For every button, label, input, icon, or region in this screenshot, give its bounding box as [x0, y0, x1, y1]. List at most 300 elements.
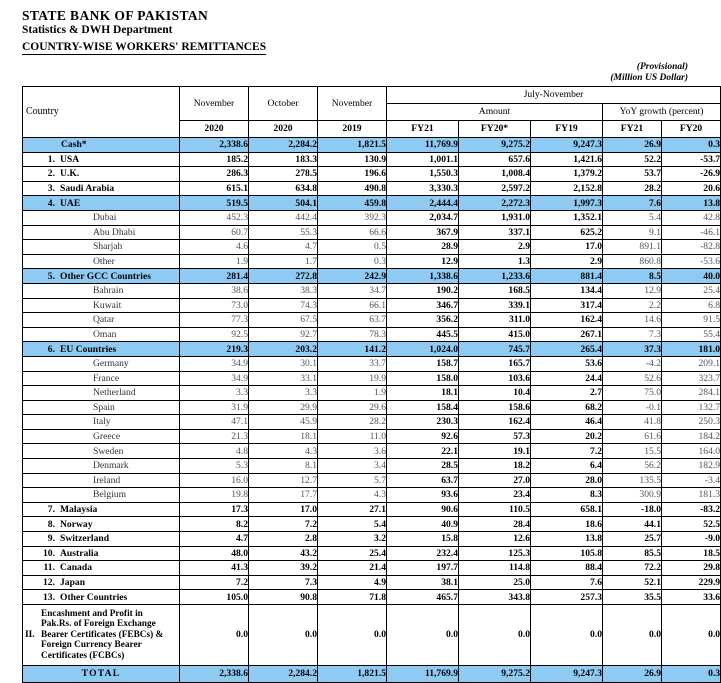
table-row	[23, 356, 721, 371]
cell-value: -83.2	[662, 502, 721, 517]
cell-value: 9,275.2	[459, 138, 531, 153]
cell-value: 16.0	[180, 473, 249, 488]
row-label	[23, 254, 180, 269]
cell-value: 415.0	[459, 327, 531, 342]
row-label-text: Bahrain	[93, 285, 124, 297]
cell-value: 265.4	[531, 342, 603, 357]
cell-value: 34.7	[318, 283, 387, 298]
cell-value: 105.8	[531, 546, 603, 561]
cell-value: 48.0	[180, 546, 249, 561]
cell-value: 2,152.8	[531, 181, 603, 196]
table-row	[23, 532, 721, 547]
row-label-text: Malaysia	[60, 504, 98, 516]
column-header-growth-2: FY20	[662, 121, 721, 138]
cell-value: 93.6	[387, 488, 459, 503]
row-label	[23, 167, 180, 182]
cell-value: 88.4	[531, 561, 603, 576]
table-row	[23, 590, 721, 605]
cell-value: 267.1	[531, 327, 603, 342]
cell-value: 90.8	[249, 590, 318, 605]
cell-value: 41.3	[180, 561, 249, 576]
row-label-text: U.K.	[60, 168, 80, 180]
cell-value: -4.2	[603, 356, 662, 371]
cell-value: 63.7	[387, 473, 459, 488]
cell-value: 286.3	[180, 167, 249, 182]
cell-value: 162.4	[531, 313, 603, 328]
cell-value: 230.3	[387, 415, 459, 430]
row-label	[23, 575, 180, 590]
row-label	[23, 342, 180, 357]
cell-value: 47.1	[180, 415, 249, 430]
row-index: 1.	[47, 153, 55, 165]
cell-value: 52.6	[603, 371, 662, 386]
cell-value: 9,247.3	[531, 138, 603, 153]
row-label-text: Italy	[93, 416, 111, 428]
table-row	[23, 138, 721, 153]
cell-value: 77.3	[180, 313, 249, 328]
cell-value: 339.1	[459, 298, 531, 313]
row-label	[23, 152, 180, 167]
cell-value: 615.1	[180, 181, 249, 196]
cell-value: 14.6	[603, 313, 662, 328]
cell-value: 60.7	[180, 225, 249, 240]
cell-value: 38.1	[387, 575, 459, 590]
cell-value: -53.6	[662, 254, 721, 269]
cell-value: 0.3	[662, 138, 721, 153]
column-header-fy-3: FY19	[531, 121, 603, 138]
cell-value: 12.6	[459, 532, 531, 547]
table-row	[23, 152, 721, 167]
cell-value: 30.1	[249, 356, 318, 371]
row-label-text: UAE	[60, 197, 81, 209]
cell-value: -46.1	[662, 225, 721, 240]
table-row	[23, 327, 721, 342]
cell-value: 2.2	[603, 298, 662, 313]
cell-value: 92.5	[180, 327, 249, 342]
cell-value: 141.2	[318, 342, 387, 357]
cell-value: 164.0	[662, 444, 721, 459]
cell-value: 28.9	[387, 240, 459, 255]
cell-value: 17.7	[249, 488, 318, 503]
cell-value: 1,352.1	[531, 210, 603, 225]
cell-value: 7.2	[180, 575, 249, 590]
row-label	[23, 313, 180, 328]
row-index: 8.	[47, 518, 55, 530]
cell-value: 56.2	[603, 459, 662, 474]
cell-value: 0.3	[662, 666, 721, 683]
row-label-text: Belgium	[93, 489, 127, 501]
cell-value: 0.0	[318, 605, 387, 666]
column-header-month-1: November	[180, 87, 249, 121]
cell-value: 61.6	[603, 429, 662, 444]
column-header-year-2: 2020	[249, 121, 318, 138]
cell-value: 92.7	[249, 327, 318, 342]
cell-value: 2.9	[459, 240, 531, 255]
cell-value: 7.2	[531, 444, 603, 459]
cell-value: -3.4	[662, 473, 721, 488]
row-label-text: France	[93, 372, 120, 384]
row-index: 13.	[43, 591, 55, 603]
cell-value: 6.8	[662, 298, 721, 313]
cell-value: 63.7	[318, 313, 387, 328]
cell-value: 1,550.3	[387, 167, 459, 182]
cell-value: 52.1	[603, 575, 662, 590]
row-label-text: Kuwait	[93, 299, 122, 311]
cell-value: 182.9	[662, 459, 721, 474]
row-label	[23, 429, 180, 444]
cell-value: 21.3	[180, 429, 249, 444]
row-label-text: Netherland	[93, 387, 136, 399]
row-label-text: Qatar	[93, 314, 115, 326]
cell-value: 15.5	[603, 444, 662, 459]
febc-label-text: Encashment and Profit in Pak.Rs. of Foreign Exchange Bearer Certificates (FEBCs) & Foreign Currency Bearer Certificates (FCBCs)	[41, 608, 164, 661]
row-label-text: Sharjah	[93, 241, 123, 253]
cell-value: 125.3	[459, 546, 531, 561]
row-label	[23, 488, 180, 503]
cell-value: 5.7	[318, 473, 387, 488]
cell-value: 28.2	[603, 181, 662, 196]
cell-value: 2,034.7	[387, 210, 459, 225]
unit-note: (Million US Dollar)	[610, 73, 688, 83]
row-label-text: Oman	[93, 328, 117, 340]
row-label-text: Saudi Arabia	[60, 182, 115, 194]
cell-value: 625.2	[531, 225, 603, 240]
row-label	[23, 298, 180, 313]
cell-value: 4.7	[180, 532, 249, 547]
cell-value: 7.6	[603, 196, 662, 211]
cell-value: 18.1	[387, 386, 459, 401]
column-header-period-group: July-November	[387, 87, 721, 104]
cell-value: 33.1	[249, 371, 318, 386]
cell-value: 12.9	[387, 254, 459, 269]
cell-value: 5.3	[180, 459, 249, 474]
provisional-note: (Provisional)	[636, 62, 688, 72]
cell-value: 203.2	[249, 342, 318, 357]
cell-value: 158.0	[387, 371, 459, 386]
cell-value: 8.2	[180, 517, 249, 532]
cell-value: -82.8	[662, 240, 721, 255]
cell-value: 53.6	[531, 356, 603, 371]
cell-value: 2,597.2	[459, 181, 531, 196]
department-name: Statistics & DWH Department	[22, 24, 173, 36]
cell-value: 25.4	[662, 283, 721, 298]
cell-value: 110.5	[459, 502, 531, 517]
cell-value: 28.5	[387, 459, 459, 474]
cell-value: 250.3	[662, 415, 721, 430]
cell-value: 15.8	[387, 532, 459, 547]
cell-value: 229.9	[662, 575, 721, 590]
row-index: 10.	[43, 547, 55, 559]
row-label-text: Spain	[93, 401, 115, 413]
row-label-text: Australia	[60, 547, 99, 559]
cell-value: 24.4	[531, 371, 603, 386]
table-row	[23, 342, 721, 357]
cell-value: 465.7	[387, 590, 459, 605]
cell-value: 1,421.6	[531, 152, 603, 167]
row-label	[23, 561, 180, 576]
cell-value: 40.9	[387, 517, 459, 532]
row-label	[23, 210, 180, 225]
row-label	[23, 502, 180, 517]
cell-value: 2.8	[249, 532, 318, 547]
cell-value: 13.8	[662, 196, 721, 211]
cell-value: 68.2	[531, 400, 603, 415]
cell-value: 55.3	[249, 225, 318, 240]
cell-value: -9.0	[662, 532, 721, 547]
cell-value: 135.5	[603, 473, 662, 488]
table-row	[23, 429, 721, 444]
cell-value: 657.6	[459, 152, 531, 167]
cell-value: 34.9	[180, 356, 249, 371]
table-row	[23, 371, 721, 386]
table-row	[23, 313, 721, 328]
table-row	[23, 444, 721, 459]
cell-value: 1,001.1	[387, 152, 459, 167]
table-row	[23, 561, 721, 576]
row-label-text: Sweden	[93, 445, 124, 457]
cell-value: 92.6	[387, 429, 459, 444]
cell-value: 9,275.2	[459, 666, 531, 683]
row-label	[23, 415, 180, 430]
cell-value: 184.2	[662, 429, 721, 444]
cell-value: 7.3	[603, 327, 662, 342]
cell-value: 0.0	[387, 605, 459, 666]
cell-value: 8.1	[249, 459, 318, 474]
cell-value: 11,769.9	[387, 138, 459, 153]
cell-value: 1,821.5	[318, 138, 387, 153]
cell-value: 2,272.3	[459, 196, 531, 211]
cell-value: 1,931.0	[459, 210, 531, 225]
cell-value: 4.3	[318, 488, 387, 503]
cell-value: 5.4	[603, 210, 662, 225]
cell-value: 4.3	[249, 444, 318, 459]
cell-value: 53.7	[603, 167, 662, 182]
cell-value: 26.9	[603, 666, 662, 683]
cell-value: 190.2	[387, 283, 459, 298]
row-label-text: Canada	[60, 562, 92, 574]
row-label	[23, 196, 180, 211]
cell-value: 46.4	[531, 415, 603, 430]
cell-value: 4.6	[180, 240, 249, 255]
table-row	[23, 459, 721, 474]
row-index: 5.	[47, 270, 55, 282]
cell-value: 18.6	[531, 517, 603, 532]
row-index: 9.	[47, 533, 55, 545]
row-index: 6.	[47, 343, 55, 355]
cell-value: 317.4	[531, 298, 603, 313]
table-row	[23, 240, 721, 255]
cell-value: 281.4	[180, 269, 249, 284]
cell-value: 504.1	[249, 196, 318, 211]
cell-value: 11.0	[318, 429, 387, 444]
cell-value: 67.5	[249, 313, 318, 328]
cell-value: -0.1	[603, 400, 662, 415]
table-row	[23, 298, 721, 313]
cell-value: 367.9	[387, 225, 459, 240]
table-row	[23, 546, 721, 561]
cell-value: 132.7	[662, 400, 721, 415]
row-label-text: USA	[60, 153, 80, 165]
cell-value: 459.8	[318, 196, 387, 211]
table-row	[23, 269, 721, 284]
cell-value: 74.3	[249, 298, 318, 313]
cell-value: 10.4	[459, 386, 531, 401]
cell-value: 33.7	[318, 356, 387, 371]
row-label	[23, 327, 180, 342]
cell-value: 197.7	[387, 561, 459, 576]
cell-value: 1.9	[318, 386, 387, 401]
table-row	[23, 415, 721, 430]
cell-value: 3,330.3	[387, 181, 459, 196]
cell-value: -18.0	[603, 502, 662, 517]
table-row	[23, 210, 721, 225]
header-notes	[22, 62, 690, 84]
cell-value: 25.4	[318, 546, 387, 561]
header-row-1	[23, 87, 721, 104]
cell-value: 881.4	[531, 269, 603, 284]
cell-value: 33.6	[662, 590, 721, 605]
cell-value: 45.9	[249, 415, 318, 430]
row-index: 12.	[43, 577, 55, 588]
row-label-text: EU Countries	[60, 343, 117, 355]
cell-value: 19.9	[318, 371, 387, 386]
column-header-country: Country	[23, 87, 180, 138]
cell-value: 28.4	[459, 517, 531, 532]
row-label	[23, 473, 180, 488]
row-label	[23, 444, 180, 459]
table-row	[23, 181, 721, 196]
cell-value: 66.1	[318, 298, 387, 313]
cell-value: 21.4	[318, 561, 387, 576]
cell-value: 41.8	[603, 415, 662, 430]
cell-value: 91.5	[662, 313, 721, 328]
cell-value: 9.1	[603, 225, 662, 240]
cell-value: 209.1	[662, 356, 721, 371]
cell-value: 1,233.6	[459, 269, 531, 284]
cell-value: 29.8	[662, 561, 721, 576]
cell-value: 19.8	[180, 488, 249, 503]
cell-value: 2,284.2	[249, 666, 318, 683]
cell-value: 3.2	[318, 532, 387, 547]
cell-value: 346.7	[387, 298, 459, 313]
cell-value: 168.5	[459, 283, 531, 298]
cell-value: 1.7	[249, 254, 318, 269]
cell-value: 658.1	[531, 502, 603, 517]
cell-value: 7.6	[531, 575, 603, 590]
column-header-year-3: 2019	[318, 121, 387, 138]
cell-value: 75.0	[603, 386, 662, 401]
cell-value: 860.8	[603, 254, 662, 269]
cell-value: 519.5	[180, 196, 249, 211]
cell-value: 0.0	[603, 605, 662, 666]
cell-value: 158.4	[387, 400, 459, 415]
table-head	[23, 87, 721, 138]
cell-value: 103.6	[459, 371, 531, 386]
cell-value: 181.3	[662, 488, 721, 503]
cell-value: 38.6	[180, 283, 249, 298]
cell-value: 44.1	[603, 517, 662, 532]
table-row	[23, 473, 721, 488]
row-label	[23, 181, 180, 196]
cell-value: 11,769.9	[387, 666, 459, 683]
cell-value: 1,338.6	[387, 269, 459, 284]
row-index: 4.	[47, 197, 55, 209]
cell-value: 158.7	[387, 356, 459, 371]
cell-value: 130.9	[318, 152, 387, 167]
cell-value: 39.2	[249, 561, 318, 576]
cell-value: 183.3	[249, 152, 318, 167]
cell-value: 13.8	[531, 532, 603, 547]
cell-value: 40.0	[662, 269, 721, 284]
row-label	[23, 386, 180, 401]
cell-value: 19.1	[459, 444, 531, 459]
febc-index: II.	[25, 629, 35, 640]
cell-value: 17.3	[180, 502, 249, 517]
cell-value: 105.0	[180, 590, 249, 605]
row-label	[23, 400, 180, 415]
masthead	[22, 8, 690, 55]
cell-value: 1,008.4	[459, 167, 531, 182]
row-label-text: Other Countries	[60, 591, 128, 603]
cell-value: 71.8	[318, 590, 387, 605]
cell-value: 8.5	[603, 269, 662, 284]
cell-value: 311.0	[459, 313, 531, 328]
cell-value: 43.2	[249, 546, 318, 561]
cell-value: 0.3	[318, 254, 387, 269]
cell-value: 1,997.3	[531, 196, 603, 211]
cell-value: 445.5	[387, 327, 459, 342]
table-body	[23, 138, 721, 683]
cell-value: 300.9	[603, 488, 662, 503]
column-header-year-1: 2020	[180, 121, 249, 138]
cell-value: 2,444.4	[387, 196, 459, 211]
organization-name: STATE BANK OF PAKISTAN	[22, 8, 209, 23]
row-label	[23, 138, 180, 153]
cell-value: 0.0	[180, 605, 249, 666]
cell-value: 23.4	[459, 488, 531, 503]
row-index: 2.	[47, 168, 55, 180]
cell-value: 17.0	[249, 502, 318, 517]
febc-label	[23, 605, 180, 666]
cell-value: 90.6	[387, 502, 459, 517]
cell-value: 134.4	[531, 283, 603, 298]
cell-value: 392.3	[318, 210, 387, 225]
cell-value: 3.6	[318, 444, 387, 459]
cell-value: 242.9	[318, 269, 387, 284]
cell-value: 114.8	[459, 561, 531, 576]
row-label	[23, 283, 180, 298]
cell-value: 185.2	[180, 152, 249, 167]
cell-value: 55.4	[662, 327, 721, 342]
column-header-growth-1: FY21	[603, 121, 662, 138]
cell-value: 1,379.2	[531, 167, 603, 182]
cell-value: 745.7	[459, 342, 531, 357]
cell-value: 72.2	[603, 561, 662, 576]
total-row	[23, 666, 721, 683]
table-row	[23, 575, 721, 590]
cell-value: 4.8	[180, 444, 249, 459]
cell-value: 219.3	[180, 342, 249, 357]
cell-value: 34.9	[180, 371, 249, 386]
row-label	[23, 225, 180, 240]
cell-value: 0.5	[318, 240, 387, 255]
cell-value: 37.3	[603, 342, 662, 357]
cell-value: 3.3	[180, 386, 249, 401]
row-label-text: Ireland	[93, 474, 121, 486]
row-label	[23, 356, 180, 371]
total-label: TOTAL	[23, 666, 180, 683]
row-label	[23, 269, 180, 284]
